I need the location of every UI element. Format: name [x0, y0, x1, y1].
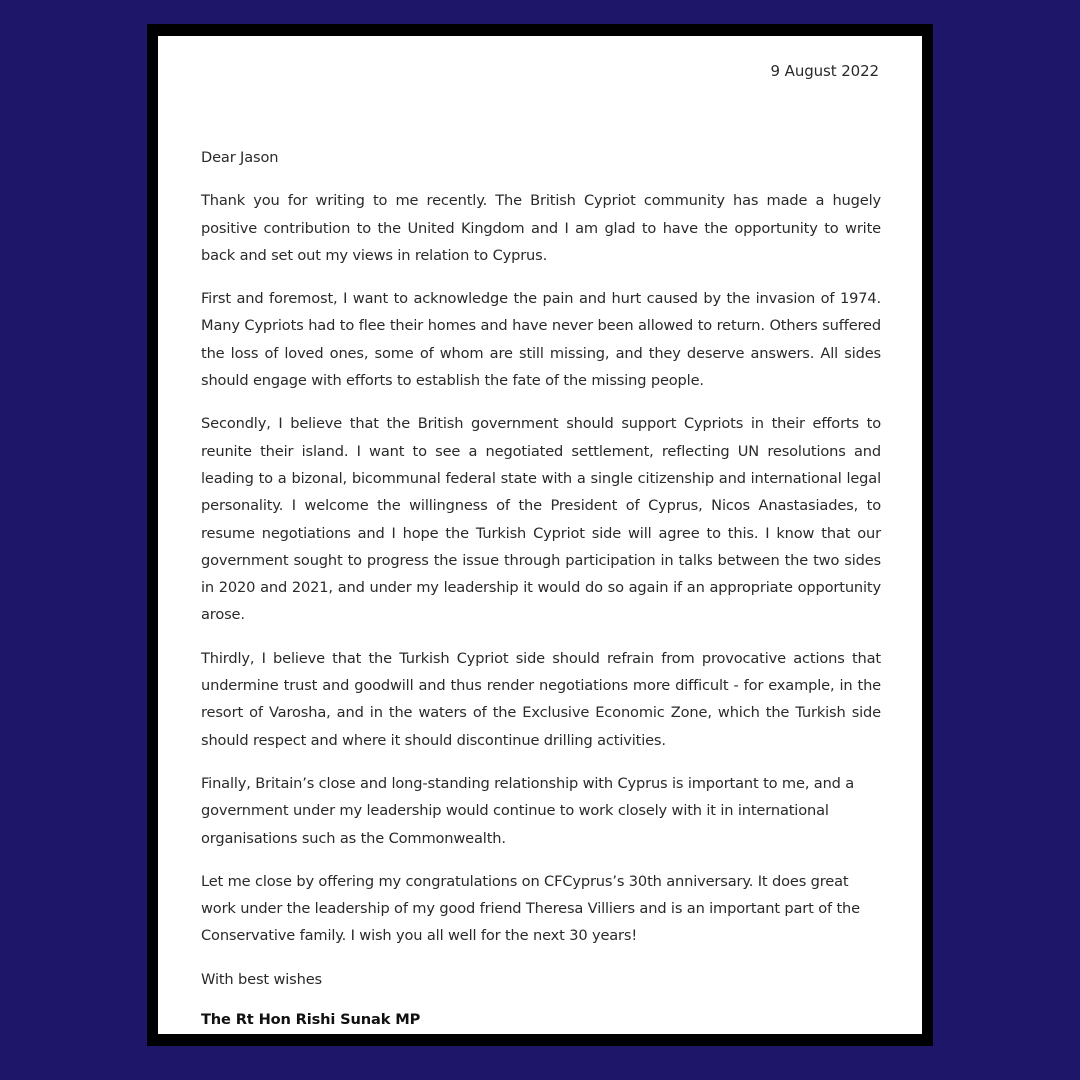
paragraph-first: First and foremost, I want to acknowledge the pain and hurt caused by the invasion of 1974. Many Cypriots had to flee their homes and have never been allowed to return. Others suffered the loss of loved ones, some of whom are still missing, and they deserve answers. All sides should engage with efforts to establish the fate of the missing people. — [201, 290, 881, 390]
paragraph-intro: Thank you for writing to me recently. The British Cypriot community has made a hugely positive contribution to the United Kingdom and I am glad to have the opportunity to write back and set out my views in relation to Cyprus. — [201, 192, 881, 264]
letter-body — [201, 144, 881, 1033]
letter-date: 9 August 2022 — [770, 62, 879, 80]
paragraph-third: Thirdly, I believe that the Turkish Cypriot side should refrain from provocative actions that undermine trust and goodwill and thus render negotiations more difficult - for example, in the resort of Varosha, and in the waters of the Exclusive Economic Zone, which the Turkish side should respect and where it should discontinue drilling activities. — [201, 649, 881, 749]
signature: The Rt Hon Rishi Sunak MP — [201, 1011, 421, 1029]
paragraph-second: Secondly, I believe that the British government should support Cypriots in their efforts to reunite their island. I want to see a negotiated settlement, reflecting UN resolutions and leading to a bizonal, bicommunal federal state with a single citizenship and international legal personality. I welcome the willingness of the President of Cyprus, Nicos Anastasiades, to resume negotiations and I hope the Turkish Cypriot side will agree to this. I know that our government sought to progress the issue through participation in talks between the two sides in 2020 and 2021, and under my leadership it would do so again if an appropriate opportunity arose. — [201, 415, 881, 624]
salutation: Dear Jason — [201, 149, 279, 166]
closing: With best wishes — [201, 970, 323, 988]
paragraph-congratulations: Let me close by offering my congratulations on CFCyprus’s 30th anniversary. It does great work under the leadership of my good friend Theresa Villiers and is an important part of the Conservative family. I wish you all well for the next 30 years! — [201, 872, 860, 945]
paragraph-finally: Finally, Britain’s close and long-standing relationship with Cyprus is important to me, and a government under my leadership would continue to work closely with it in international organisations such as the Commonwealth. — [201, 774, 855, 847]
letter-page — [158, 36, 922, 1034]
